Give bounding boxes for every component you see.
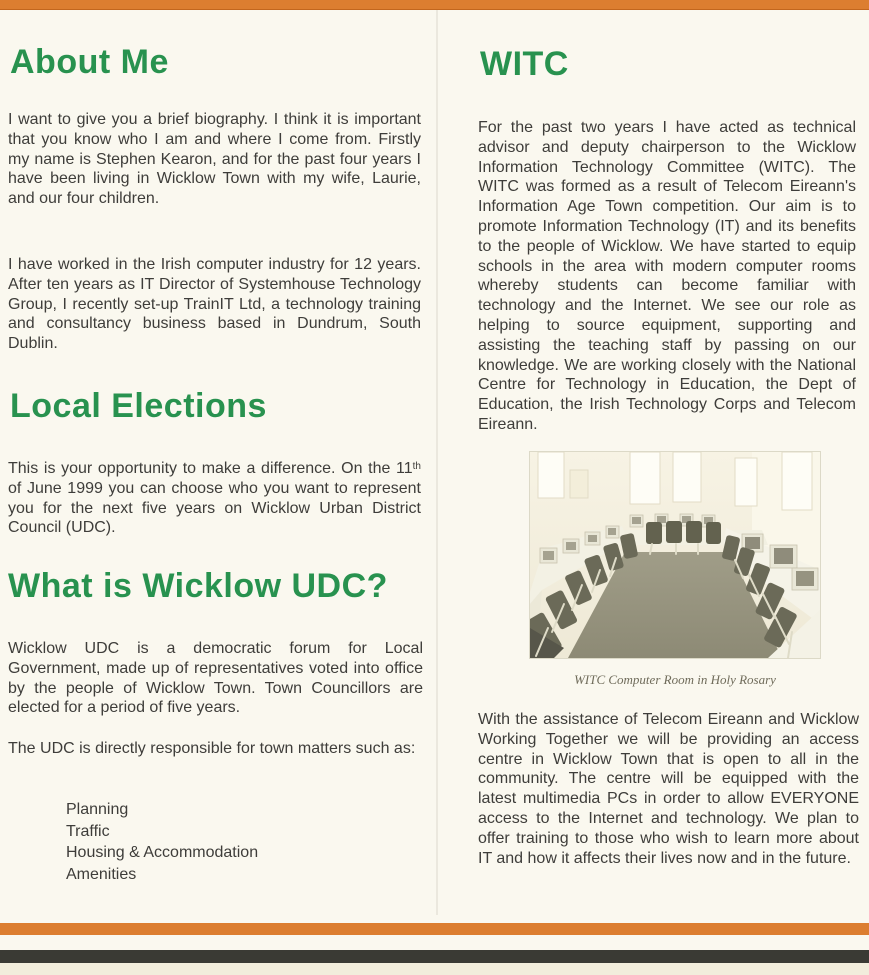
udc-responsibilities-list (66, 799, 258, 885)
list-item: Traffic (66, 822, 110, 840)
elections-superscript: th (412, 461, 421, 472)
witc-paragraph-1: For the past two years I have acted as technical advisor and deputy chairperson to the Wicklow Information Technology Committee (WITC). The WITC was formed as a result of Telecom Eireann's Information Age Town competition. Our aim is to promote Information Technology (IT) and its benefits to the people of Wicklow. We have started to equip schools in the area with modern computer rooms whereby students can become familiar with technology and the Internet. We see our role as helping to source equipment, supporting and assisting the teaching staff by passing on our knowledge. We are working closely with the National Centre for Technology in Education, the Dept of Education, the Irish Technology Corps and Telecom Eireann. (478, 119, 856, 433)
top-orange-bar (0, 0, 869, 10)
witc-heading: WITC (480, 45, 569, 83)
about-paragraph-1: I want to give you a brief biography. I think it is important that you know who I am and where I come from. Firstly my name is Stephen Kearon, and for the past four years I have been living in Wicklow Town with my wife, Laurie, and our four children. (8, 111, 421, 208)
local-elections-heading: Local Elections (10, 387, 267, 425)
list-item: Amenities (66, 865, 137, 883)
about-paragraph-2: I have worked in the Irish computer industry for 12 years. After ten years as IT Director of Systemhouse Technology Group, I recently set-up TrainIT Ltd, a technology training and consultancy business based in Dundrum, South Dublin. (8, 256, 421, 353)
elections-paragraph (8, 459, 421, 538)
bottom-orange-stripe (0, 923, 869, 935)
what-is-udc-heading: What is Wicklow UDC? (8, 567, 388, 605)
list-item: Housing & Accommodation (66, 844, 259, 861)
computer-room-photo (530, 452, 820, 658)
elections-text-after: of June 1999 you can choose who you want to represent you for the next five years on Wicklow Urban District Council (UDC). (8, 479, 421, 537)
udc-paragraph-1: Wicklow UDC is a democratic forum for Local Government, made up of representatives voted into office by the people of Wicklow Town. Town Councillors are elected for a period of five years. (8, 640, 423, 717)
bottom-dark-bar (0, 950, 869, 963)
about-me-heading: About Me (10, 43, 169, 81)
witc-photo-figure (530, 452, 820, 688)
photo-caption: WITC Computer Room in Holy Rosary (574, 672, 776, 687)
page-fold-line (436, 10, 438, 915)
elections-text-before: This is your opportunity to make a difference. On the 11 (8, 460, 413, 477)
bottom-margin-area (0, 963, 869, 975)
udc-paragraph-2: The UDC is directly responsible for town matters such as: (8, 740, 416, 757)
witc-paragraph-2: With the assistance of Telecom Eireann and Wicklow Working Together we will be providing an access centre in Wicklow Town that is open to all in the community. The centre will be equipped with the latest multimedia PCs in order to allow EVERYONE access to the Internet and technology. We plan to offer training to those who wish to learn more about IT and how it affects their lives now and in the future. (478, 711, 859, 867)
list-item: Planning (66, 801, 129, 818)
